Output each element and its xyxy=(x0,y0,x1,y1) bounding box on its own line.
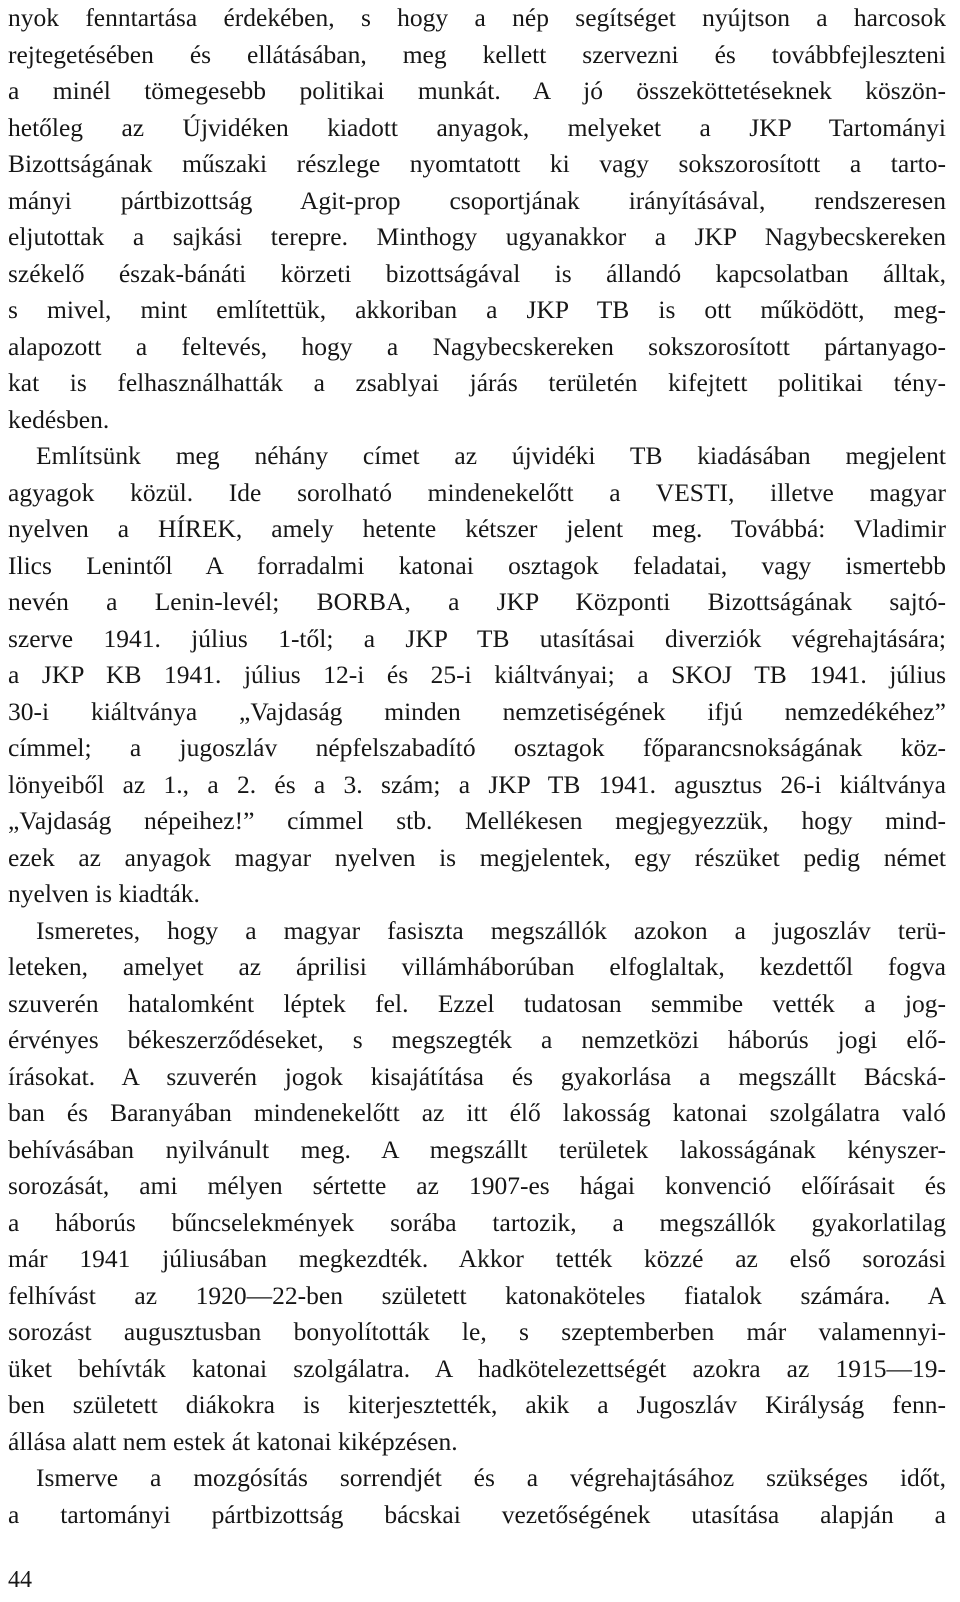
text-line-37: sorozást augusztusban bonyolították le, s szeptemberben már valamennyi- xyxy=(8,1317,946,1346)
text-line-41: Ismerve a mozgósítás sorrendjét és a végrehajtásához szükséges időt, xyxy=(36,1463,946,1492)
text-line-6: mányi pártbizottság Agit-prop csoportjának irányításával, rendszeresen xyxy=(8,185,946,215)
text-line-2: rejtegetésében és ellátásában, meg kellett szervezni és továbbfejleszteni xyxy=(8,39,946,69)
text-line-40: állása alatt nem estek át katonai kiképzésen. xyxy=(8,1426,458,1456)
text-line-9: s mivel, mint említettük, akkoriban a JKP TB is ott működött, meg- xyxy=(8,295,946,324)
text-line-7: eljutottak a sajkási terepre. Minthogy ugyanakkor a JKP Nagybecskereken xyxy=(8,222,946,251)
text-line-31: ban és Baranyában mindenekelőtt az itt élő lakosság katonai szolgálatra való xyxy=(8,1098,946,1127)
text-line-21: címmel; a jugoszláv népfelszabadító osztagok főparancsnokságának köz- xyxy=(8,733,946,762)
text-line-22: lönyeiből az 1., a 2. és a 3. szám; a JKP TB 1941. agusztus 26-i kiáltványa xyxy=(8,769,946,799)
text-line-18: szerve 1941. július 1-től; a JKP TB utasításai diverziók végrehajtására; xyxy=(8,623,946,653)
text-line-19: a JKP KB 1941. július 12-i és 25-i kiáltványai; a SKOJ TB 1941. július xyxy=(8,660,946,689)
page-body xyxy=(8,0,946,1533)
text-line-23: „Vajdaság népeihez!” címmel stb. Mellékesen megjegyezzük, hogy mind- xyxy=(8,806,946,835)
text-line-12: kedésben. xyxy=(8,404,110,434)
text-line-34: a háborús bűncselekmények sorába tartozik, a megszállók gyakorlatilag xyxy=(8,1207,946,1237)
text-line-35: már 1941 júliusában megkezdték. Akkor tették közzé az első sorozási xyxy=(8,1244,946,1273)
text-line-33: sorozását, ami mélyen sértette az 1907-es hágai konvenció előírásait és xyxy=(8,1171,946,1200)
text-line-11: kat is felhasználhatták a zsablyai járás területén kifejtett politikai tény- xyxy=(8,368,946,397)
text-line-20: 30-i kiáltványa „Vajdaság minden nemzetiségének ifjú nemzedékéhez” xyxy=(8,696,946,726)
text-line-8: székelő észak-bánáti körzeti bizottságával is állandó kapcsolatban álltak, xyxy=(8,258,946,288)
text-line-36: felhívást az 1920—22-ben született katonaköteles fiatalok számára. A xyxy=(8,1280,946,1310)
text-line-39: ben született diákokra is kiterjesztették, akik a Jugoszláv Királyság fenn- xyxy=(8,1390,946,1419)
text-line-32: behívásában nyilvánult meg. A megszállt területek lakosságának kényszer- xyxy=(8,1134,946,1164)
text-line-38: üket behívták katonai szolgálatra. A hadkötelezettségét azokra az 1915—19- xyxy=(8,1353,946,1383)
text-line-5: Bizottságának műszaki részlege nyomtatott ki vagy sokszorosított a tarto- xyxy=(8,149,946,178)
text-line-16: Ilics Lenintől A forradalmi katonai osztagok feladatai, vagy ismertebb xyxy=(8,550,946,580)
text-line-10: alapozott a feltevés, hogy a Nagybecskereken sokszorosított pártanyago- xyxy=(8,331,946,361)
text-line-17: nevén a Lenin-levél; BORBA, a JKP Központi Bizottságának sajtó- xyxy=(8,587,946,616)
text-line-24: ezek az anyagok magyar nyelven is megjelentek, egy részüket pedig német xyxy=(8,842,946,872)
text-line-28: szuverén hatalomként léptek fel. Ezzel tudatosan semmibe vették a jog- xyxy=(8,988,946,1018)
text-line-13: Említsünk meg néhány címet az újvidéki TB kiadásában megjelent xyxy=(36,441,946,470)
text-line-14: agyagok közül. Ide sorolható mindenekelőtt a VESTI, illetve magyar xyxy=(8,477,946,507)
text-line-42: a tartományi pártbizottság bácskai vezetőségének utasítása alapján a xyxy=(8,1499,946,1529)
text-line-27: leteken, amelyet az áprilisi villámháborúban elfoglaltak, kezdettől fogva xyxy=(8,952,946,981)
text-line-15: nyelven a HÍREK, amely hetente kétszer jelent meg. Továbbá: Vladimir xyxy=(8,514,946,543)
text-line-30: írásokat. A szuverén jogok kisajátítása és gyakorlása a megszállt Bácská- xyxy=(8,1061,946,1091)
text-line-26: Ismeretes, hogy a magyar fasiszta megszállók azokon a jugoszláv terü- xyxy=(36,915,946,945)
page-number: 44 xyxy=(8,1567,32,1593)
text-line-25: nyelven is kiadták. xyxy=(8,879,200,908)
text-line-29: érvényes békeszerződéseket, s megszegték a nemzetközi háborús jogi elő- xyxy=(8,1025,946,1054)
text-line-1: nyok fenntartása érdekében, s hogy a nép segítséget nyújtson a harcosok xyxy=(8,3,946,32)
text-line-3: a minél tömegesebb politikai munkát. A jó összeköttetéseknek köszön- xyxy=(8,76,946,105)
text-line-4: hetőleg az Újvidéken kiadott anyagok, melyeket a JKP Tartományi xyxy=(8,112,946,142)
